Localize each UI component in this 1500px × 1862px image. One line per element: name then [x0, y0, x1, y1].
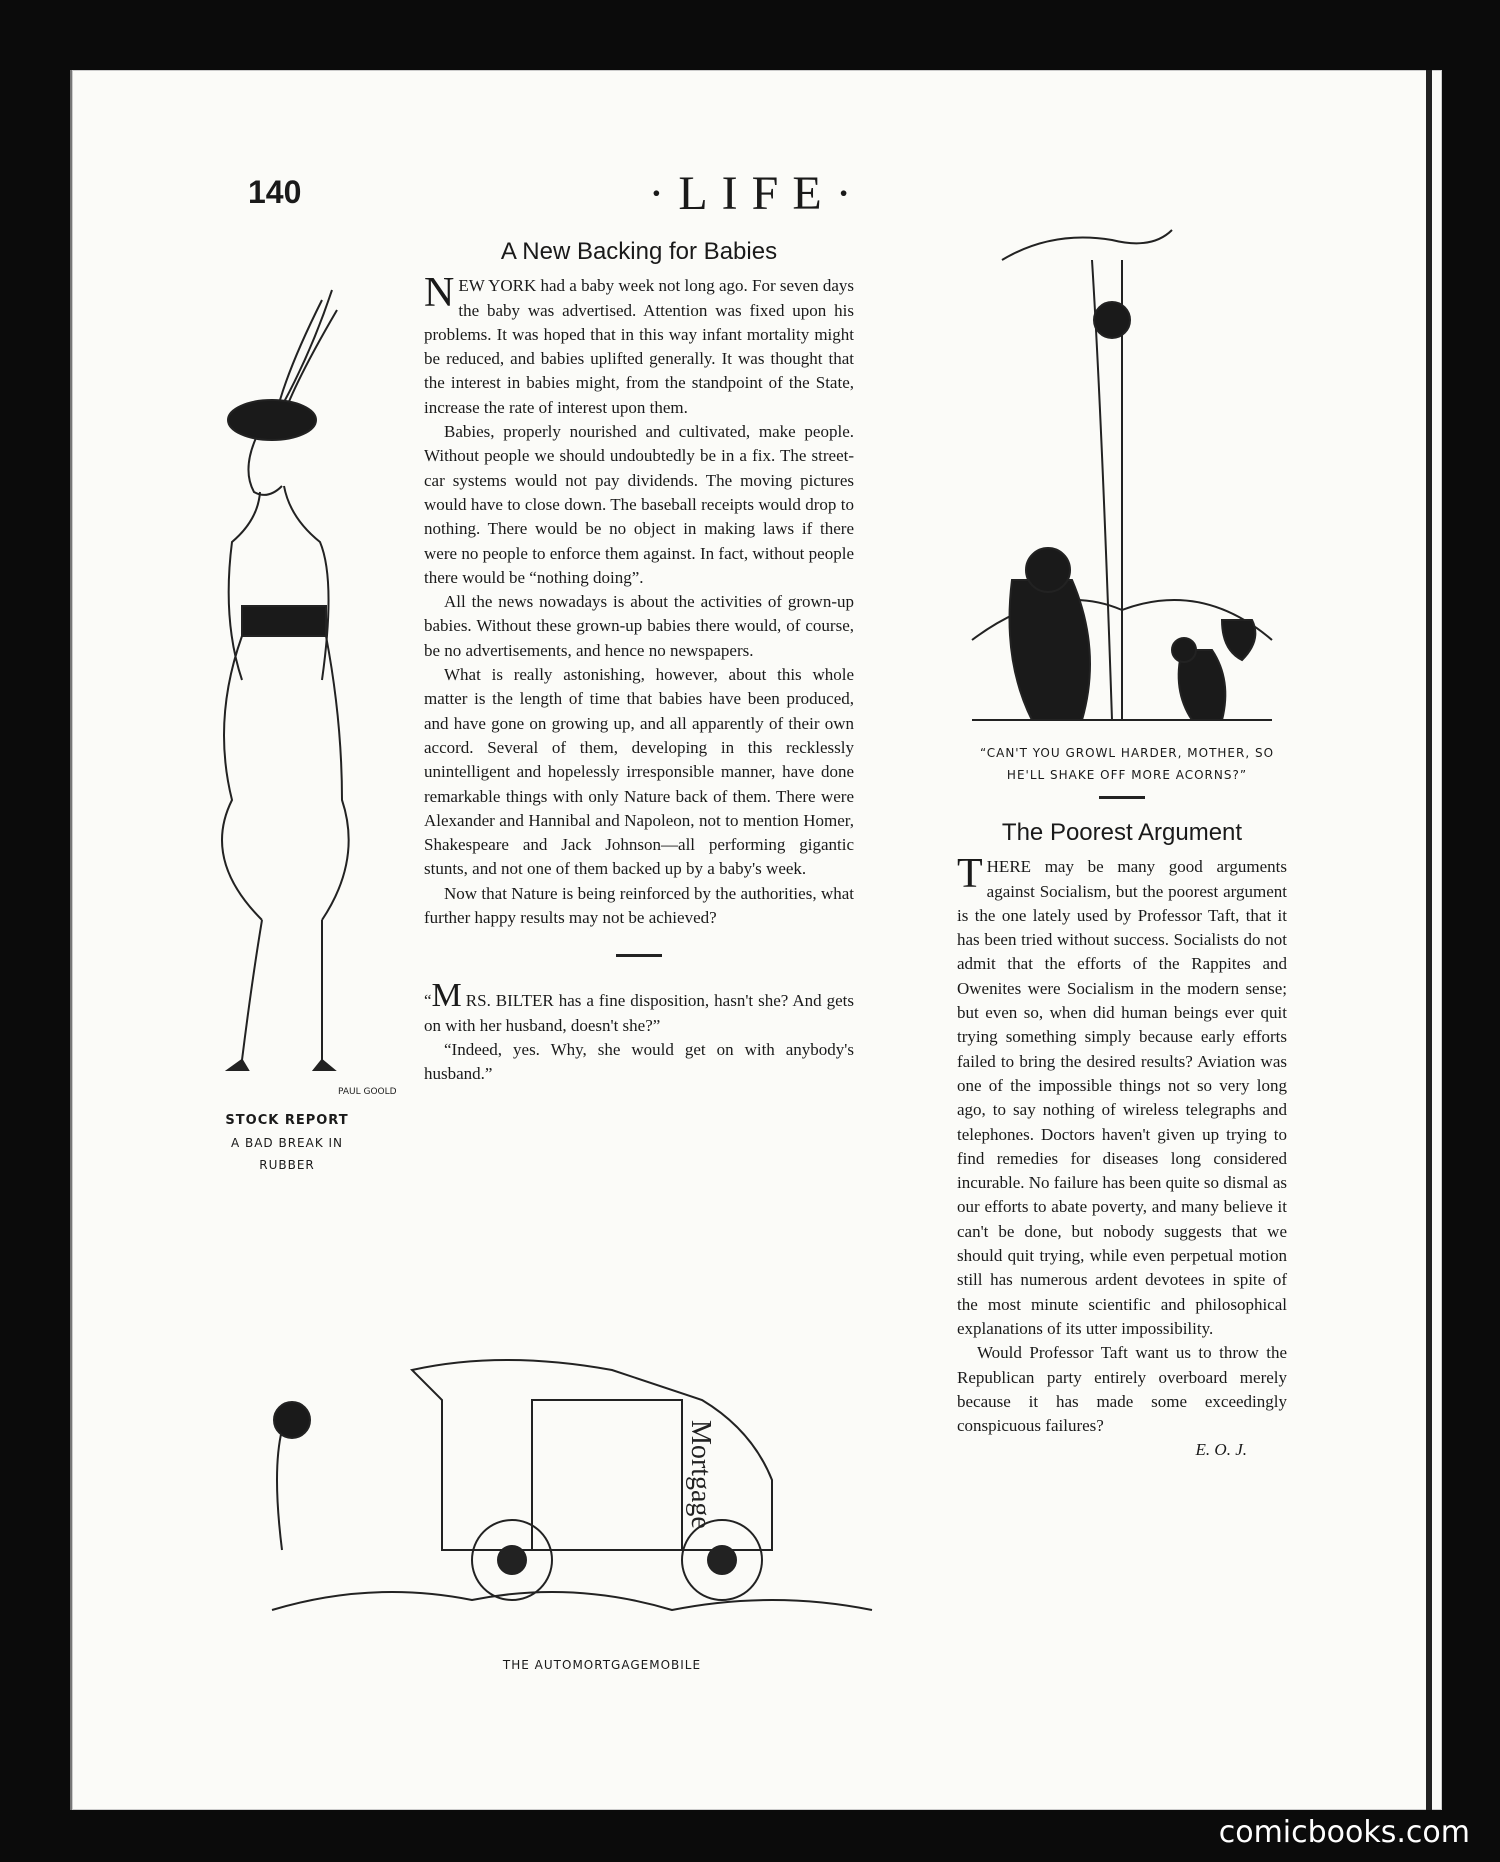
article-babies-paragraph [424, 270, 854, 420]
fashion-caption-line1: A BAD BREAK IN [230, 1136, 344, 1150]
fashion-caption-line2: RUBBER [259, 1158, 315, 1172]
bears-caption-line1: “CAN'T YOU GROWL HARDER, MOTHER, SO [979, 746, 1275, 760]
article-poorest-argument [957, 796, 1287, 1463]
bears-illustration [972, 220, 1272, 740]
article-babies-paragraph-4: What is really astonishing, however, about this whole matter is the length of time that babies have been produced, and have gone on growing up, and all apparently of their own accord. Several of them, developing in this recklessly unintelligent and hopelessly irresponsible manner, have done remarkable things with only Nature back of them. There were Alexander and Hannibal and Napoleon, not to mention Homer, Shakespeare and Jack Johnson—all performing gigantic stunts, and not one of them backed up by a baby's week. [424, 665, 854, 879]
article-babies-title: A New Backing for Babies [500, 238, 778, 265]
automortgagemobile-illustration [252, 1310, 892, 1640]
article-babies-paragraph-1: EW YORK had a baby week not long ago. For seven days the baby was advertised. Attention was fixed upon his problems. It was hoped that in this way infant mortality might be reduced, and babies uplifted generally. It was thought that the interest in babies might, from the standpoint of the State, increase the rate of interest upon them. [424, 276, 854, 417]
article-babies-paragraph-3: All the news nowadays is about the activities of grown-up babies. Without these grown-up babies there would, of course, be no advertisements, and hence no newspapers. [424, 592, 854, 660]
fashion-caption-title: STOCK REPORT [225, 1113, 349, 1128]
joke-open-quote: “ [424, 991, 432, 1011]
section-divider-2 [1099, 796, 1145, 799]
article-argument-paragraph-1: HERE may be many good arguments against Socialism, but the poorest argument is the one lately used by Professor Taft, that it has been tried without success. Socialists do not admit that the efforts of the Rappites and Owenites were Socialism in the modern sense; but even so, when did human beings ever quit trying something simply because early efforts failed to bring the desired results? Aviation was one of the impossible things not so very long ago, to say nothing of wireless telegraphs and telephones. Doctors haven't given up trying to find remedies for diseases long considered incurable. No failure has been quite so dismal as our efforts to abate poverty, and many believe it can't be done, but nobody suggests that we should quit trying, while even perpetual motion still has numerous ardent devotees in spite of the most minute scientific and philosophical explanations of its utter impossibility. [957, 857, 1287, 1338]
watermark: comicbooks.com [1218, 1815, 1470, 1850]
joke-dropcap: M [431, 977, 462, 1015]
article-new-backing-for-babies [424, 240, 854, 1087]
joke-line-1: RS. BILTER has a fine disposition, hasn't she? And gets on with her husband, doesn't she?” [424, 991, 854, 1035]
magazine-page [70, 70, 1442, 1810]
article-argument-dropcap: T [957, 851, 983, 898]
article-babies-paragraph-2: Babies, properly nourished and cultivated, make people. Without people we should undoubtedly be in a fix. The street-car systems would not pay dividends. The moving pictures would have to close down. The baseball receipts would drop to nothing. There would be no object in making laws if there were no people to enforce them against. In fact, without people there would be “nothing doing”. [424, 422, 854, 587]
article-babies-dropcap: N [424, 270, 455, 317]
article-babies-paragraph-5: Now that Nature is being reinforced by the authorities, what further happy results may not be achieved? [424, 883, 854, 928]
car-caption: THE AUTOMORTGAGEMOBILE [502, 1658, 702, 1672]
joke-paragraph [424, 977, 854, 1038]
car-door-mortgage: Mortgage [685, 1420, 716, 1529]
fashion-signature: PAUL GOOLD [338, 1087, 397, 1097]
section-divider [616, 954, 662, 957]
masthead-title: ·LIFE· [648, 167, 866, 220]
bears-caption-line2: HE'LL SHAKE OFF MORE ACORNS?” [1006, 768, 1248, 782]
article-argument-title: The Poorest Argument [1001, 819, 1243, 846]
article-argument-paragraph-2: Would Professor Taft want us to throw the Republican party entirely overboard merely because it has made some exceedingly conspicuous failures? [957, 1343, 1287, 1436]
article-byline: E. O. J. [1195, 1440, 1247, 1460]
fashion-illustration [172, 280, 397, 1100]
bears-caption [962, 742, 1292, 786]
joke-line-2: “Indeed, yes. Why, she would get on with anybody's husband.” [424, 1039, 854, 1084]
article-argument-paragraph [957, 851, 1287, 1341]
fashion-caption [212, 1110, 362, 1176]
page-number: 140 [248, 174, 302, 210]
